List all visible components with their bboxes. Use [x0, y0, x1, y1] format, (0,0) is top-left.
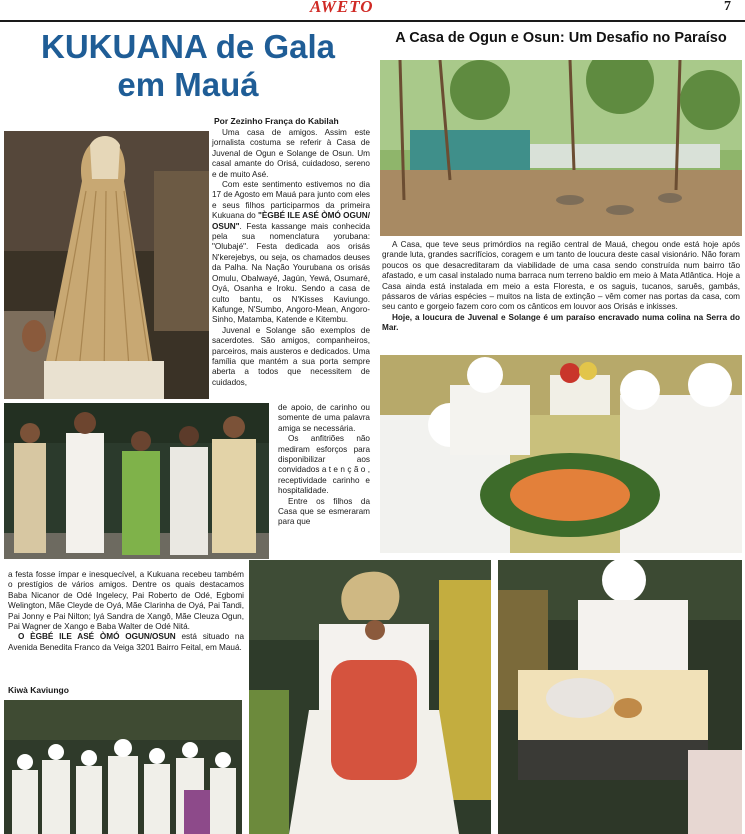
- paragraph: Entre os filhos da Casa que se esmeraram para que: [278, 496, 370, 527]
- headline-line-1: KUKUANA de Gala: [41, 28, 335, 65]
- photo-house-forest: [380, 60, 742, 236]
- author-signature: Kiwà Kaviungo: [8, 685, 69, 695]
- photo-crowd-white: [4, 700, 242, 834]
- paragraph: [8, 632, 244, 653]
- paragraph-bold: Hoje, a loucura de Juvenal e Solange é um paraíso encravado numa colina na Serra do Mar.: [382, 312, 740, 333]
- house-name-bold: O ÈGBÉ ILE ASÉ ÒMÓ OGUN/OSUN: [18, 632, 176, 642]
- article-column-narrow: [278, 403, 370, 528]
- byline: Por Zezinho França do Kabilah: [214, 116, 339, 126]
- article-right: [382, 240, 740, 334]
- photo-offering-tray: [498, 560, 742, 834]
- page-number: 7: [724, 0, 731, 14]
- article-column-upper: [212, 128, 370, 388]
- text-run: está situado na Avenida Benedita Franco da Veiga 3201 Bairro Feital, em Mauá.: [8, 632, 244, 652]
- text-run: Com este sentimento estivemos no dia 17 de Agosto em Mauá para junto com eles e seus filhos participarmos da primeira Kukuana do: [212, 180, 370, 221]
- photo-straw-costume: [4, 131, 209, 399]
- paragraph: [212, 180, 370, 326]
- paragraph: A Casa, que teve seus primórdios na região central de Mauá, chegou onde está hoje após grande luta, grandes sacrifícios, coragem e um tanto de loucura deste casal visionário. Não foram poucos os que desacreditaram da viabilidade de uma casa sendo construída num bairro tão afastado, e um casal instalado numa barraca num terreno baldio em meio à Mata Atlântica. Hoje a Casa ainda está instalada em meio a esta Floresta, e os saguis, tucanos, saruês, gambás, pássaros de várias espécies – muitos na lista de extinção – vêm comer nas portas da casa, com seu canto e gorgeio fazem coro com os cânticos em louvor aos Orisás e inkisses.: [382, 240, 740, 312]
- paragraph: Juvenal e Solange são exemplos de sacerdotes. São amigos, companheiros, parceiros, mais austeros e dedicados. Uma família que mantém a sua porta sempre aberta a todos que necessitem de cuidados,: [212, 325, 370, 387]
- paragraph: Uma casa de amigos. Assim este jornalista costuma se referir à Casa de Juvenal de Ogun e Solange de Osun. Um casal amante do Orisá, cuidadoso, sereno e de muito Asé.: [212, 128, 370, 179]
- photo-dancer-mask: [249, 560, 491, 834]
- headline: [8, 28, 368, 104]
- photo-group-people: [4, 403, 269, 559]
- publication-name: AWETO: [310, 0, 374, 16]
- photo-food-offering: [380, 355, 742, 553]
- text-run: . Festa kassange mais conhecida pela sua nomenclatura yorubana: "Olubajé". Festa dedicada aos orisás N'kerejebys, ou seja, os chamados deuses da Palha. Na Nação Yourubana os orisás Omulu, Obalwayé, Jagún, Yewá, Osumaré, Oyá, Osanha e Iroku. Sendo a casa de culto bantu, os N'Kisses Kaviungo. Kafunge, N'Sumbo, Angoro-Mean, Angoro-Sinho, Matamba, Katende e Kitembu.: [212, 221, 370, 325]
- masthead: [0, 0, 745, 22]
- headline-line-2: em Mauá: [117, 66, 259, 103]
- subheadline: A Casa de Ogun e Osun: Um Desafio no Paraíso: [395, 30, 727, 46]
- paragraph: de apoio, de carinho ou somente de uma palavra amiga se necessária.: [278, 403, 370, 433]
- article-continuation: [8, 570, 244, 653]
- paragraph: a festa fosse ímpar e inesquecível, a Kukuana recebeu também o prestígios de vários amigos. Dentre os quais destacamos Baba Nicanor de Odé Ingelecy, Pai Roberto de Odé, Egbomi Welington, Mãe Cleyde de Oyá, Mãe Clarinha de Oyá, Pai Tandi, Pai Jonny e Pai Nilton; Iyá Sandra de Xangô, Mãe Cleuza Ogun, Pai Wagner de Xango e Baba Walter de Odé Nitá.: [8, 570, 244, 632]
- house-name-bold: "ÈGBÉ ILE ASÉ ÒMÓ OGUN/ OSUN": [212, 211, 370, 231]
- paragraph: Os anfitriões não mediram esforços para disponibilizar aos convidados a t e n ç ã o , receptividade carinho e hospitalidade.: [278, 434, 370, 496]
